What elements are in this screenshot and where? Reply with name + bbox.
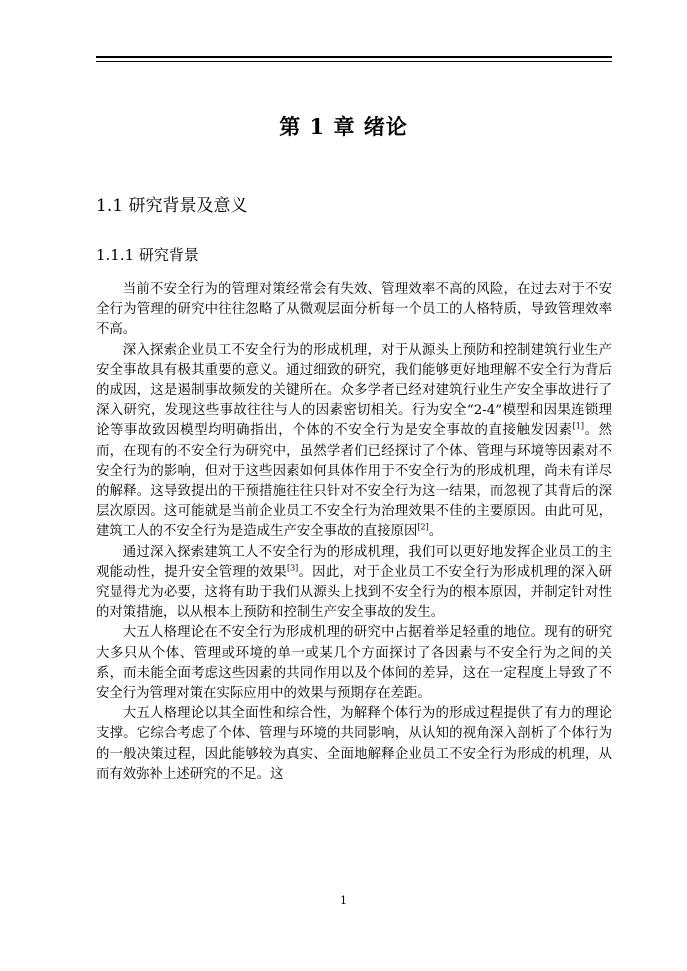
subsection-title: 1.1.1 研究背景 (96, 246, 199, 264)
paragraph (96, 704, 612, 785)
paragraph (96, 341, 612, 543)
paragraph-text: 大五人格理论在不安全行为形成机理的研究中占据着举足轻重的地位。现有的研究大多只从个体、管理或环境的单一或某几个方面探讨了各因素与不安全行为之间的关系，而未能全面考虑这些因素的共同作用以及个体间的差异，这在一定程度上导致了不安全行为管理对策在实际应用中的效果与预期存在差距。 (96, 625, 612, 702)
paragraph-text: 深入探索企业员工不安全行为的形成机理，对于从源头上预防和控制建筑行业生产安全事故具有极其重要的意义。通过细致的研究，我们能够更好地理解不安全行为背后的成因，这是遏制事故频发的关键所在。众多学者已经对建筑行业生产安全事故进行了深入研究，发现这些事故往往与人的因素密切相关。行为安全“2-4”模型和因果连锁理论等事故致因模型均明确指出，个体的不安全行为是安全事故的直接触发因素 (96, 342, 612, 439)
section-title: 1.1 研究背景及意义 (96, 196, 248, 216)
paragraph-text: 。 (428, 524, 443, 540)
page-number: 1 (340, 894, 347, 907)
chapter-title: 第 1 章 绪论 (279, 114, 408, 139)
paragraph-text: 。然而，在现有的不安全行为研究中，虽然学者们已经探讨了个体、管理与环境等因素对不安全行为的影响，但对于这些因素如何具体作用于不安全行为的形成机理，尚未有详尽的解释。这导致提出的干预措施往往只针对不安全行为这一结果，而忽视了其背后的深层次原因。这可能就是当前企业员工不安全行为治理效果不佳的主要原因。由此可见，建筑工人的不安全行为是造成生产安全事故的直接原因 (96, 423, 613, 540)
paragraph (96, 543, 612, 624)
paragraph-text: 通过深入探索建筑工人不安全行为的形成机理，我们可以更好地发挥企业员工的主观能动性，提升安全管理的效果 (96, 544, 612, 580)
header-rule-thin (96, 61, 612, 62)
citation-ref[interactable]: [3] (286, 563, 299, 573)
citation-ref[interactable]: [2] (417, 522, 429, 532)
header-rule-thick (96, 56, 612, 58)
paragraph-text: 当前不安全行为的管理对策经常会有失效、管理效率不高的风险，在过去对于不安全行为管理的研究中往往忽略了从微观层面分析每一个员工的人格特质，导致管理效率不高。 (96, 282, 612, 338)
paragraph-text: 。因此，对于企业员工不安全行为形成机理的深入研究显得尤为必要，这将有助于我们从源头上找到不安全行为的根本原因，并制定针对性的对策措施，以从根本上预防和控制生产安全事故的发生。 (96, 564, 613, 621)
paragraph (96, 280, 612, 341)
paragraph-text: 大五人格理论以其全面性和综合性，为解释个体行为的形成过程提供了有力的理论支撑。它综合考虑了个体、管理与环境的共同影响，从认知的视角深入剖析了个体行为的一般决策过程，因此能够较为真实、全面地解释企业员工不安全行为形成的机理，从而有效弥补上述研究的不足。这 (96, 706, 612, 782)
paragraph (96, 623, 612, 704)
body-text (96, 280, 612, 785)
citation-ref[interactable]: [1] (572, 421, 584, 431)
